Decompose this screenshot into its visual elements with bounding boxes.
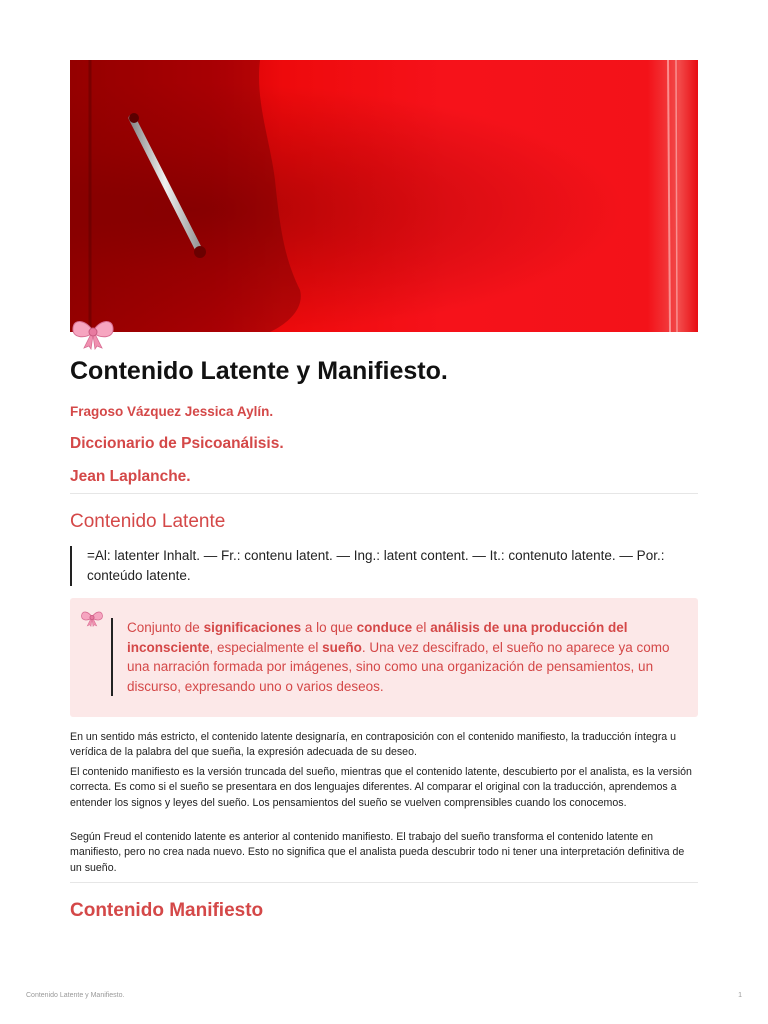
definition-text: Conjunto de significaciones a lo que conduce el análisis de una producción del inconsciente, especialmente el sueño. Una vez descifrado, el sueño no aparece ya como una narración formada por imágenes, sino como una organización de pensamientos, un discurso, expresando uno o varios deseos.	[111, 618, 686, 696]
section-heading-manifest: Contenido Manifiesto	[70, 900, 264, 921]
translations-quote: =Al: latenter Inhalt. — Fr.: contenu latent. — Ing.: latent content. — It.: contenuto latente. — Por.: conteúdo latente.	[70, 546, 698, 586]
cover-illustration	[70, 60, 698, 332]
body-paragraph: Según Freud el contenido latente es anterior al contenido manifiesto. El trabajo del sueño transforma el contenido latente en manifiesto, pero no crea nada nuevo. Esto no significa que el analista pueda descubrir todo ni tener una interpretación definitiva de un sueño.	[70, 831, 685, 874]
body-paragraph: En un sentido más estricto, el contenido latente designaría, en contraposición con el contenido manifiesto, la traducción íntegra u verídica de la palabra del que sueña, la expresión adecuada de su deseo.	[70, 731, 676, 759]
page-title: Contenido Latente y Manifiesto.	[70, 357, 448, 385]
definition-callout	[70, 598, 698, 717]
cover-image	[70, 60, 698, 332]
footer-page-number: 1	[738, 992, 742, 999]
author-name: Fragoso Vázquez Jessica Aylín.	[70, 404, 274, 419]
ribbon-bow-icon	[80, 609, 104, 627]
divider	[70, 493, 698, 494]
source-title: Diccionario de Psicoanálisis.	[70, 435, 284, 452]
ribbon-bow-icon	[70, 316, 116, 350]
source-author: Jean Laplanche.	[70, 468, 191, 485]
body-paragraph: El contenido manifiesto es la versión truncada del sueño, mientras que el contenido latente, descubierto por el analista, es la versión correcta. Es como si el sueño se presentara en dos lenguajes diferentes. Al comparar el original con la traducción, aprendemos a entender los signos y leyes del sueño. Los pensamientos del sueño se vuelven comprensibles cuando los conocemos.	[70, 766, 692, 809]
section-heading-latent: Contenido Latente	[70, 511, 226, 532]
footer-doc-name: Contenido Latente y Manifiesto.	[26, 992, 125, 999]
divider	[70, 882, 698, 883]
